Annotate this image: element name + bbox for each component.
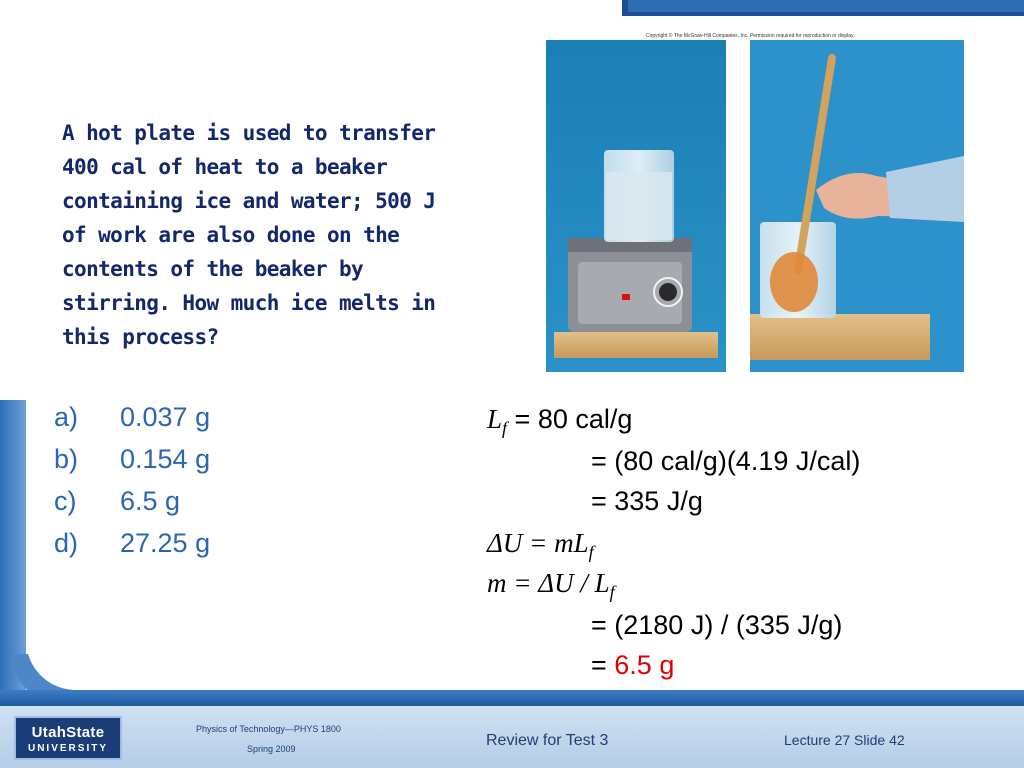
right-wood-base [750, 314, 930, 360]
photo-divider [726, 40, 750, 372]
subscript: f [588, 542, 594, 562]
footer-lecture-slide: Lecture 27 Slide 42 [784, 732, 905, 748]
question-text [62, 116, 522, 354]
left-beaker-water [606, 172, 672, 240]
solution-line-4 [487, 528, 594, 563]
hot-plate-beaker-photo [546, 40, 964, 372]
top-frame-bar-inner [628, 0, 1024, 12]
left-wood-base [554, 332, 718, 358]
rod-paddle [770, 252, 818, 312]
choice-value: 0.037 g [120, 402, 211, 432]
choice-value: 27.25 g [120, 528, 211, 558]
energy-equation: ΔU = mL [487, 528, 589, 558]
frame-corner [26, 640, 86, 690]
footer-course: Physics of Technology—PHYS 1800 [196, 724, 341, 734]
question-line: 400 cal of heat to a beaker [62, 155, 388, 179]
solution-line-5 [487, 568, 615, 603]
latent-heat-symbol: L [487, 404, 503, 434]
choice-letter: a) [54, 402, 79, 432]
solution-line-1 [487, 404, 632, 439]
question-line: A hot plate is used to transfer [62, 121, 436, 145]
subscript: f [502, 418, 508, 438]
logo-line-2: UNIVERSITY [27, 743, 108, 754]
latent-heat-value: = 80 cal/g [507, 404, 633, 434]
mass-equation: m = ΔU / L [487, 568, 610, 598]
photo-copyright: Copyright © The McGraw-Hill Companies, Inc. Permission required for reproduction or display. [646, 33, 855, 39]
hot-plate-light [622, 294, 630, 300]
footer-term: Spring 2009 [247, 744, 296, 754]
usu-logo [14, 716, 122, 760]
bottom-frame-bar [0, 690, 1024, 706]
left-frame-bar [0, 400, 26, 705]
final-answer: 6.5 g [614, 650, 675, 680]
question-line: this process? [62, 325, 219, 349]
choice-letter: c) [54, 486, 77, 516]
choice-letter: b) [54, 444, 79, 474]
solution-line-7 [591, 650, 674, 681]
question-line: containing ice and water; 500 J [62, 189, 436, 213]
footer-title: Review for Test 3 [486, 732, 609, 749]
solution-line-3: = 335 J/g [591, 486, 703, 516]
choice-value: 0.154 g [120, 444, 211, 474]
hot-plate-knob [659, 283, 677, 301]
solution-line-6: = (2180 J) / (335 J/g) [591, 610, 843, 640]
logo-line-1: UtahState [31, 724, 105, 741]
equals-sign: = [591, 650, 615, 680]
choice-value: 6.5 g [120, 486, 181, 516]
choice-letter: d) [54, 528, 79, 558]
question-line: stirring. How much ice melts in [62, 291, 436, 315]
solution-line-2: = (80 cal/g)(4.19 J/cal) [591, 446, 861, 476]
subscript: f [609, 582, 615, 602]
question-line: of work are also done on the [62, 223, 400, 247]
question-line: contents of the beaker by [62, 257, 364, 281]
